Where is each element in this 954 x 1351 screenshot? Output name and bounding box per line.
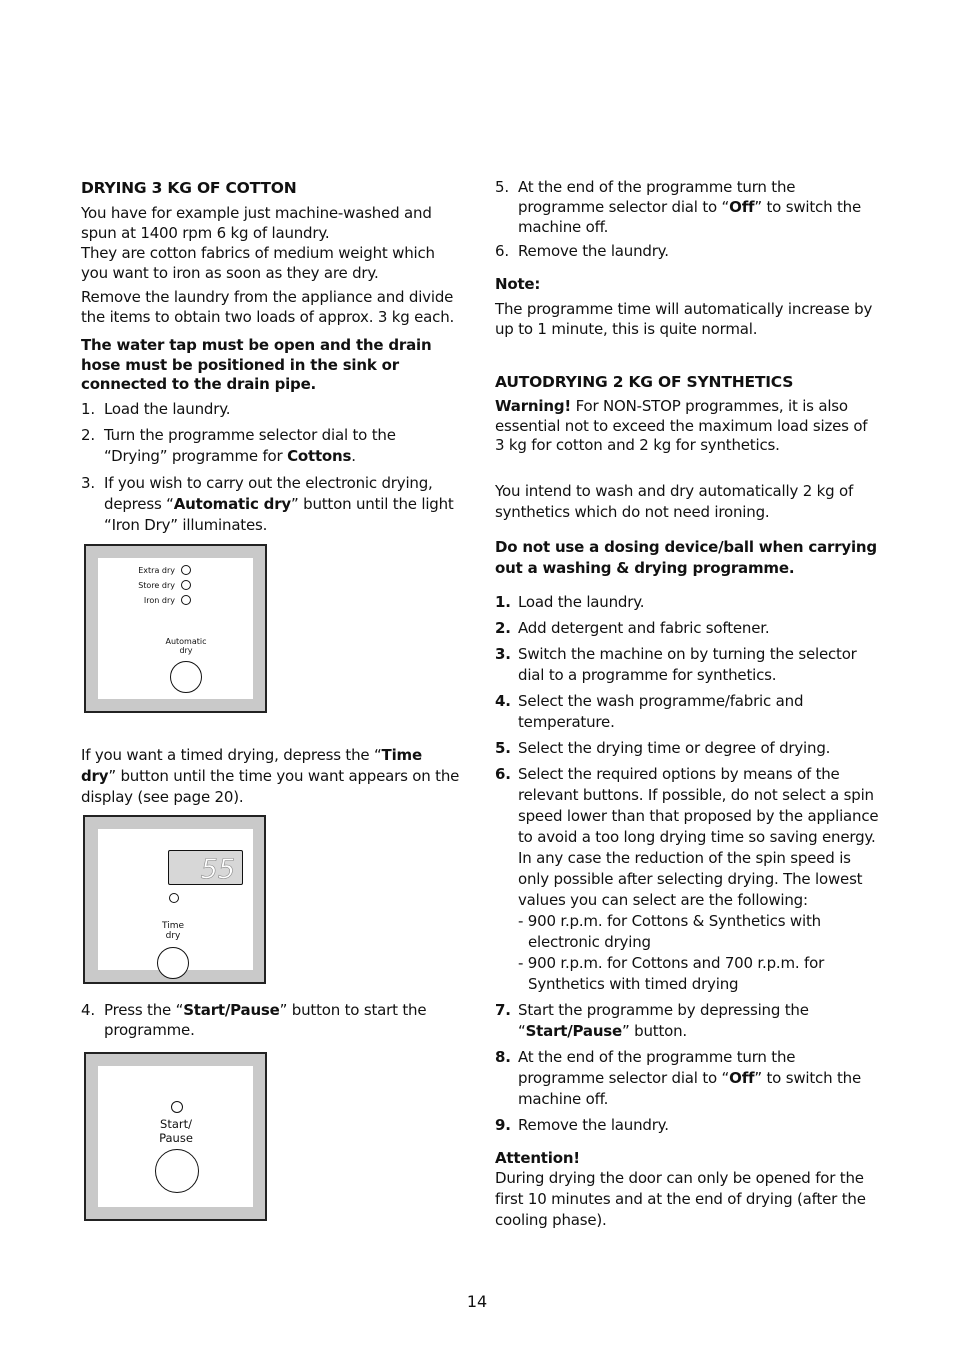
list-item: 6. Remove the laundry. <box>495 242 669 260</box>
panel-face <box>98 558 253 699</box>
page-number: 14 <box>466 1292 488 1311</box>
seven-segment-digits <box>169 851 241 883</box>
automatic-dry-button[interactable] <box>170 661 202 693</box>
store-dry-led-icon <box>181 580 191 590</box>
list-item: 7. Start the programme by depressing the “Start/Pause” button. <box>495 1000 809 1040</box>
time-dry-panel <box>83 815 266 984</box>
iron-dry-led-icon <box>181 595 191 605</box>
list-item: 3. Switch the machine on by turning the selector dial to a programme for synthetics. <box>495 644 857 684</box>
attention-title: Attention! <box>495 1148 580 1167</box>
cotton-steps-continued <box>495 177 880 261</box>
dosing-warning: Do not use a dosing device/ball when carrying out a washing & drying programme. <box>495 537 877 577</box>
time-dry-label: Time dry <box>161 921 185 941</box>
section-title-cotton: DRYING 3 KG OF COTTON <box>81 179 297 197</box>
automatic-dry-panel <box>84 544 267 713</box>
note-text: The programme time will automatically increase by up to 1 minute, this is quite normal. <box>495 300 873 338</box>
start-pause-led-icon <box>171 1101 183 1113</box>
panel-face <box>98 1066 253 1207</box>
intent-paragraph: You intend to wash and dry automatically 2 kg of synthetics which do not need ironing. <box>495 481 854 521</box>
intro-paragraph-2: They are cotton fabrics of medium weight which you want to iron as soon as they are dry. <box>81 244 435 282</box>
start-pause-panel <box>84 1052 267 1221</box>
list-item: 4. Select the wash programme/fabric and temperature. <box>495 691 804 731</box>
list-item: 5. At the end of the programme turn the programme selector dial to “Off” to switch the machine off. <box>495 178 861 236</box>
extra-dry-led-icon <box>181 565 191 575</box>
led-label-extra-dry: Extra dry <box>138 566 175 575</box>
led-label-store-dry: Store dry <box>138 581 175 590</box>
automatic-dry-label: Automatic dry <box>165 637 207 655</box>
list-item: 5. Select the drying time or degree of drying. <box>495 738 831 757</box>
section-title-synthetics: AUTODRYING 2 KG OF SYNTHETICS <box>495 373 794 391</box>
attention-text: During drying the door can only be opened for the first 10 minutes and at the end of drying (after the cooling phase). <box>495 1168 866 1229</box>
right-column <box>495 177 880 1231</box>
list-item: 1. Load the laundry. <box>81 399 231 418</box>
list-item: 2. Turn the programme selector dial to the “Drying” programme for Cottons. <box>81 425 396 465</box>
cotton-steps <box>81 399 461 536</box>
panel-face <box>98 829 253 970</box>
start-pause-button[interactable] <box>155 1149 199 1193</box>
left-column <box>81 178 461 541</box>
timed-drying-paragraph: If you want a timed drying, depress the “Time dry” button until the time you want appears on the display (see page 20). <box>81 746 460 806</box>
synthetics-steps <box>495 592 880 1136</box>
list-item: 3. If you wish to carry out the electronic drying, depress “Automatic dry” button until the light “Iron Dry” illuminates. <box>81 473 454 534</box>
led-label-iron-dry: Iron dry <box>143 596 175 605</box>
time-dry-button[interactable] <box>157 947 189 979</box>
svg-text:55: 55 <box>200 854 235 883</box>
intro-paragraph-3: Remove the laundry from the appliance and divide the items to obtain two loads of approx. 3 kg each. <box>81 288 455 326</box>
intro-paragraph-1: You have for example just machine-washed and spun at 1400 rpm 6 kg of laundry. <box>81 204 432 242</box>
water-tap-warning: The water tap must be open and the drain hose must be positioned in the sink or connected to the drain pipe. <box>81 336 432 393</box>
note-title: Note: <box>495 275 541 293</box>
synthetics-warning: Warning! For NON-STOP programmes, it is also essential not to exceed the maximum load sizes of 3 kg for cotton and 2 kg for synthetics. <box>495 397 868 454</box>
list-item: 8. At the end of the programme turn the programme selector dial to “Off” to switch the machine off. <box>495 1047 861 1108</box>
list-item: 1. Load the laundry. <box>495 592 645 611</box>
start-pause-label: Start/ Pause <box>159 1117 193 1145</box>
list-item: 9. Remove the laundry. <box>495 1115 669 1134</box>
time-dry-led-icon <box>169 893 179 903</box>
list-item: 4. Press the “Start/Pause” button to start the programme. <box>81 1001 427 1039</box>
time-display <box>168 850 243 885</box>
step-4 <box>81 1000 461 1045</box>
list-item: 6. Select the required options by means of the relevant buttons. If possible, do not select a spin speed lower than that proposed by the appliance to avoid a too long drying time so saving energy. In any case the reduction of the spin speed is only possible after selecting drying. The lowest values you can select are the following: - 900 r.p.m. for Cottons & Synthetics with electronic drying - 900 r.p.m. for Cottons and 700 r.p.m. for Synthetics with timed drying <box>495 764 879 993</box>
list-item: 2. Add detergent and fabric softener. <box>495 618 770 637</box>
